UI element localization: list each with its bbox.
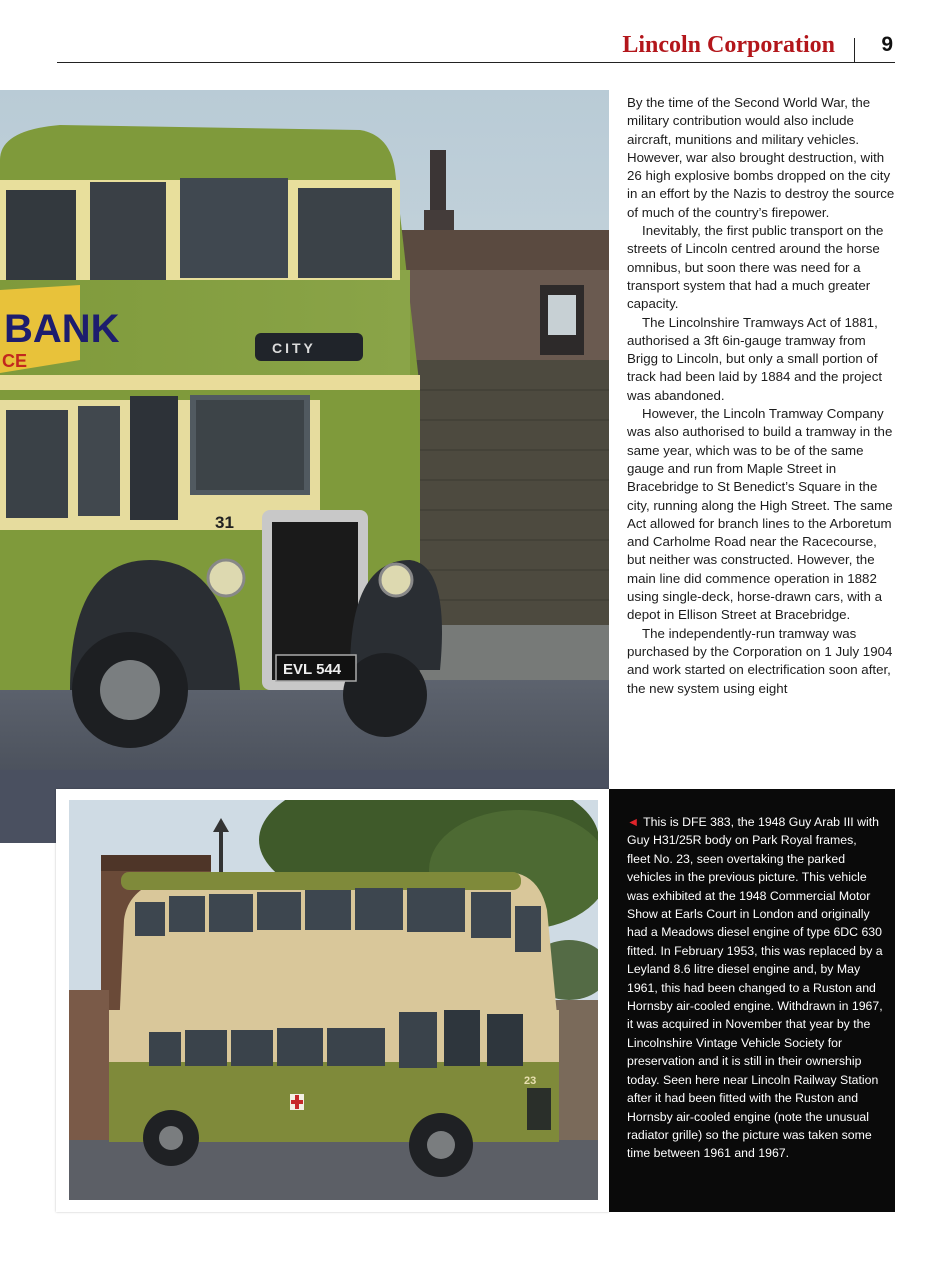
page-header	[57, 30, 895, 63]
body-paragraph-3: The Lincolnshire Tramways Act of 1881, authorised a 3ft 6in-gauge tramway from Brigg to Lincoln, but only a small portion of track had been laid by 1884 and the project was abandoned.	[627, 314, 883, 403]
registration-plate: EVL 544	[283, 661, 342, 678]
destination-blind: CITY	[272, 340, 316, 356]
running-title: Lincoln Corporation	[622, 32, 835, 58]
article-body	[627, 94, 895, 698]
photo-caption	[627, 813, 883, 1163]
caption-arrow-icon: ◄	[627, 815, 640, 829]
fleet-number-23: 23	[524, 1075, 537, 1087]
body-paragraph-2: Inevitably, the first public transport on the streets of Lincoln centred around the horse omnibus, but soon there was need for a transport system that had a much greater capacity.	[627, 223, 884, 312]
caption-box	[609, 789, 895, 1212]
body-paragraph-5: The independently-run tramway was purchased by the Corporation on 1 July 1904 and work started on electrification soon after, the new system using eight	[627, 625, 893, 696]
header-divider	[854, 38, 855, 62]
advert-bank-text: BANK	[4, 307, 120, 351]
page-number: 9	[881, 33, 893, 56]
photo-bus-31	[0, 90, 609, 843]
photo-bus-23	[69, 800, 598, 1200]
caption-text: This is DFE 383, the 1948 Guy Arab III with Guy H31/25R body on Park Royal frames, fleet No. 23, seen overtaking the parked vehicles in the previous picture. This vehicle was exhibited at the 1948 Commercial Motor Show at Earls Court in London and originally had a Meadows diesel engine of type 6DC 630 fitted. In February 1953, this was replaced by a Leyland 8.6 litre diesel engine and, by May 1961, this had been changed to a Ruston and Hornsby air-cooled engine. Withdrawn in 1967, it was acquired in November that year by the Lincolnshire Vintage Vehicle Society for preservation and it is still in their ownership today. Seen here near Lincoln Railway Station after it had been fitted with the Ruston and Hornsby air-cooled engine (note the unusual radiator grille) so the picture was taken some time between 1961 and 1967.	[627, 815, 883, 1161]
body-paragraph-1: By the time of the Second World War, the military contribution would also include aircraft, munitions and military vehicles. However, war also brought destruction, with 26 high explosive bombs dropped on the city in an effort by the Nazis to destroy the source of much of the country’s firepower.	[627, 95, 895, 220]
fleet-number-31: 31	[215, 513, 234, 532]
body-paragraph-4: However, the Lincoln Tramway Company was also authorised to build a tramway in the same year, which was to be of the same gauge and run from Maple Street in Bracebridge to St Benedict’s Square in the city, running along the High Street. The same Act allowed for branch lines to the Arboretum and Carholme Road near the Racecourse, but neither was constructed. However, the main line did commence operation in 1882 using single-deck, horse-drawn cars, with a depot in Ellison Street at Bracebridge.	[627, 406, 893, 623]
advert-sub-text: CE	[2, 351, 28, 371]
